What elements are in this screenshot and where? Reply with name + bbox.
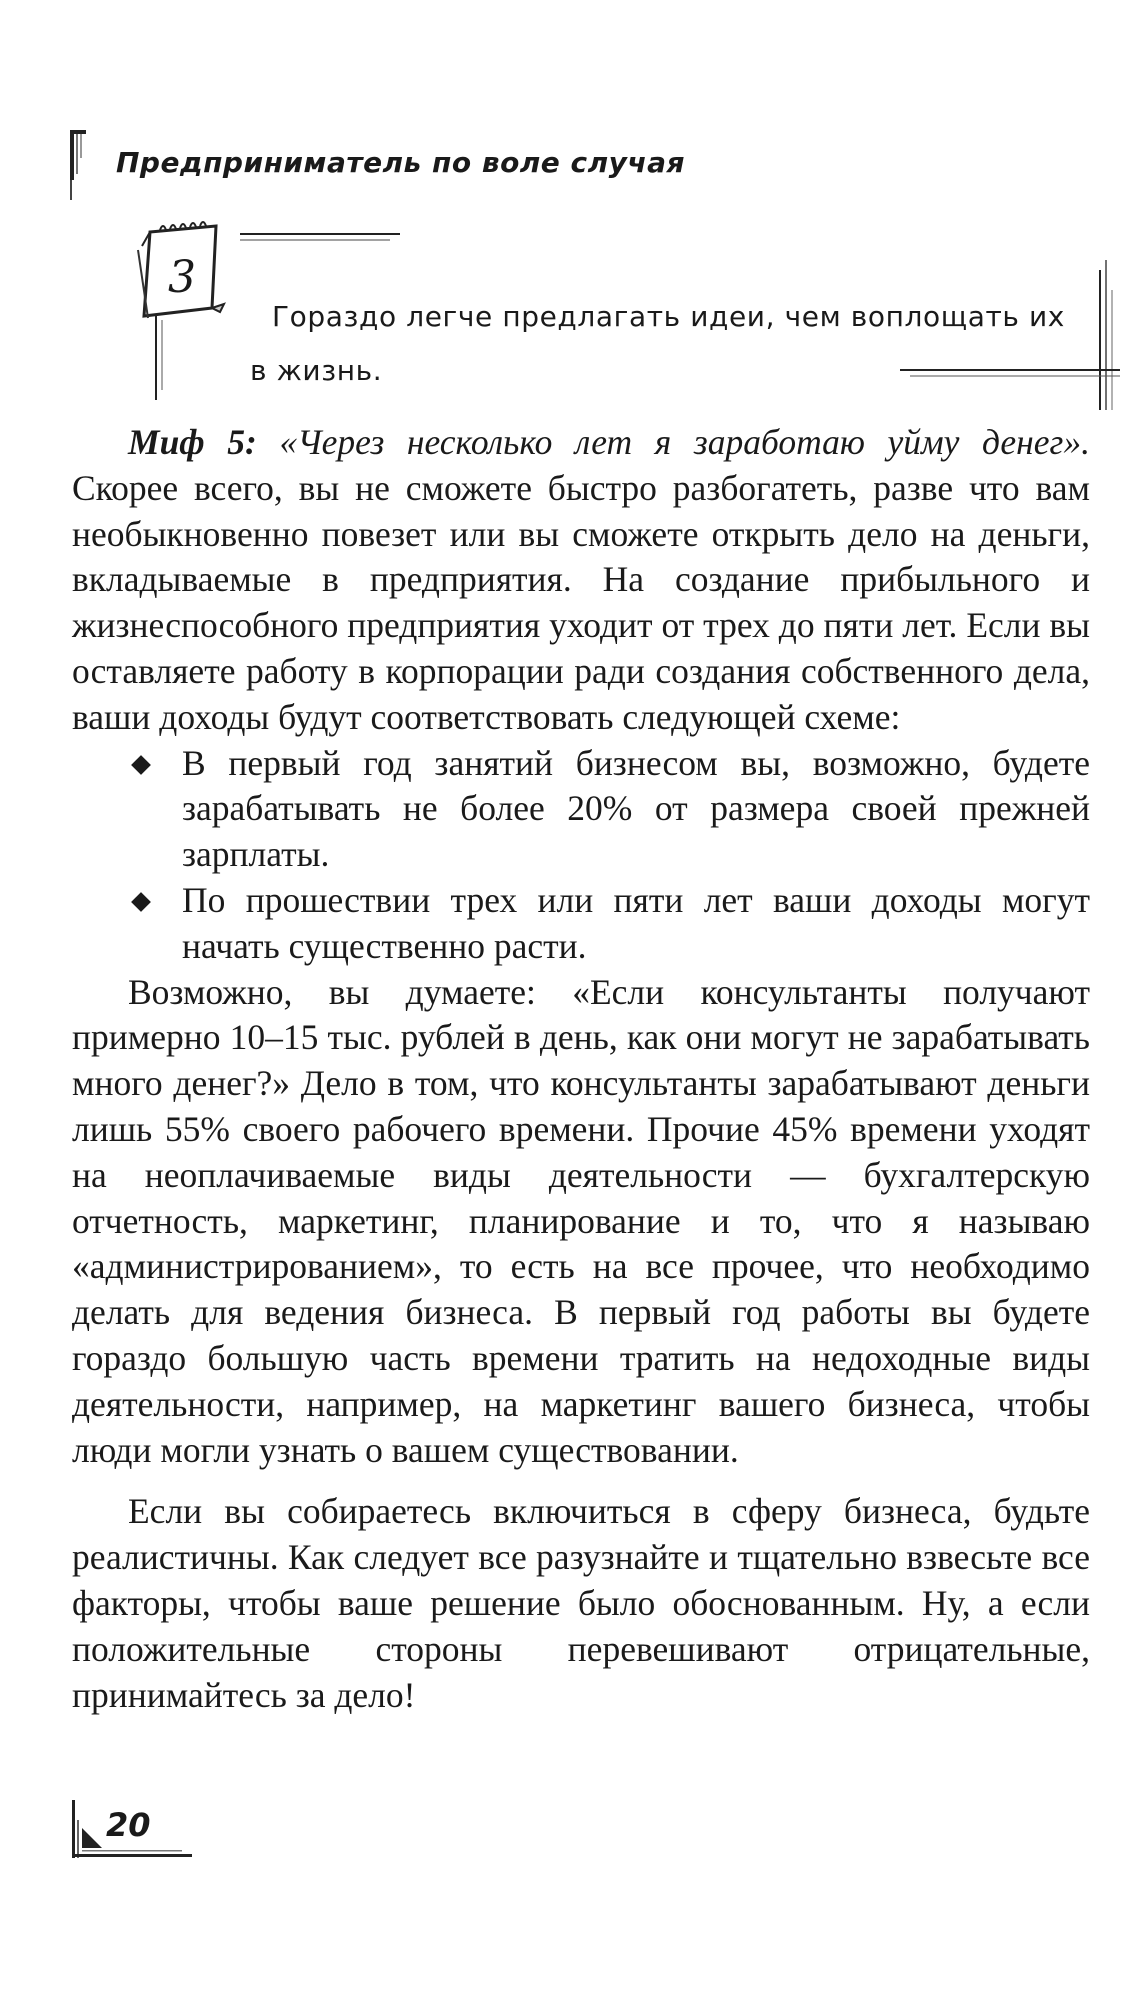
list-item-text: По прошествии трех или пяти лет ваши доходы могут начать существенно расти. [182, 879, 1090, 966]
running-header [70, 130, 770, 210]
list-item [182, 878, 1090, 970]
paragraph-consultants: Возможно, вы думаете: «Если консультанты получают примерно 10–15 тыс. рублей в день, как они могут не зарабатывать много денег?» Дело в том, что консультанты зарабатывают деньги лишь 55% своего рабочего времени. Прочие 45% времени уходят на неоплачиваемые виды деятельности — бухгалтерскую отчетность, маркетинг, планирование и то, что я называю «администрированием», то есть на все прочее, что необходимо делать для ведения бизнеса. В первый год работы вы будете гораздо большую часть времени тратить на недоходные виды деятельности, например, на маркетинг вашего бизнеса, чтобы люди могли узнать о вашем существовании. [72, 971, 1090, 1470]
diamond-bullet-icon [131, 755, 151, 775]
list-item-text: В первый год занятий бизнесом вы, возможно, будете зарабатывать не более 20% от размера своей прежней зарплаты. [182, 742, 1090, 875]
paragraph-myth-text: Скорее всего, вы не сможете быстро разбогатеть, разве что вам необыкновенно повезет или вы сможете открыть дело на деньги, вкладываемые в предприятия. На создание прибыльного и жизнеспособного предприятия уходит от трех до пяти лет. Если вы оставляете работу в корпорации ради создания собственного дела, ваши доходы будут соответствовать следующей схеме: [72, 467, 1090, 737]
header-corner-mark [70, 130, 86, 200]
page-number: 20 [106, 1806, 151, 1844]
running-header-title: Предприниматель по воле случая [116, 146, 685, 179]
list-item [182, 741, 1090, 878]
bullet-list [72, 741, 1090, 970]
myth-label: Миф 5: [128, 422, 257, 462]
tip-number: 3 [168, 252, 196, 303]
paragraph-myth [72, 420, 1090, 741]
tip-text: Гораздо легче предлагать идеи, чем воплощать их в жизнь. [250, 300, 1065, 387]
page-footer [72, 1800, 192, 1860]
diamond-bullet-icon [131, 892, 151, 912]
body-text [72, 420, 1090, 1718]
myth-quote: «Через несколько лет я заработаю уйму денег». [279, 422, 1091, 462]
tip-box [100, 210, 1120, 410]
paragraph-conclusion: Если вы собираетесь включиться в сферу бизнеса, будьте реалистичны. Как следует все разузнайте и тщательно взвесьте все факторы, чтобы ваше решение было обоснованным. Ну, а если положительные стороны перевешивают отрицательные, принимайтесь за дело! [72, 1491, 1090, 1715]
